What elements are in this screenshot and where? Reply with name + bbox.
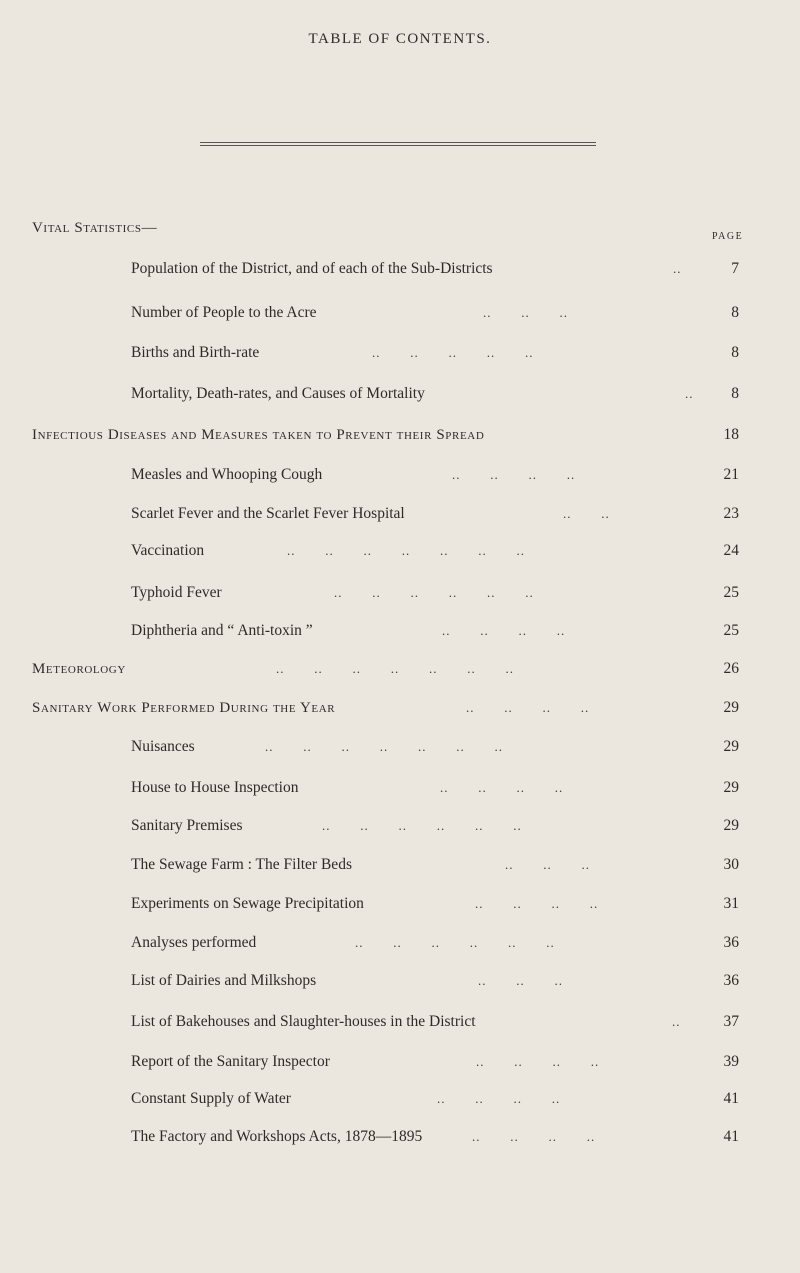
leader-dots: .. — [672, 1014, 681, 1029]
toc-entry-title: Scarlet Fever and the Scarlet Fever Hospital — [131, 505, 405, 522]
leader-dots: .. .. .. — [478, 973, 563, 988]
leader-dots: .. .. .. .. — [472, 1129, 596, 1144]
title-divider — [200, 142, 596, 146]
toc-page-number: 23 — [723, 505, 739, 522]
toc-entry-title: The Factory and Workshops Acts, 1878—1895 — [131, 1128, 423, 1145]
leader-dots: .. .. .. .. .. — [372, 345, 534, 360]
toc-entry-title: Diphtheria and “ Anti-toxin ” — [131, 622, 313, 639]
toc-entry — [0, 775, 800, 801]
toc-page-number: 36 — [723, 934, 739, 951]
toc-entry — [0, 538, 800, 564]
toc-page-number: 21 — [723, 466, 739, 483]
toc-page-number: 36 — [723, 972, 739, 989]
toc-page-number: 30 — [723, 856, 739, 873]
toc-entry-title: Sanitary Premises — [131, 817, 243, 834]
toc-page-number: 8 — [731, 385, 739, 402]
leader-dots: .. — [685, 386, 694, 401]
toc-entry — [0, 501, 800, 527]
leader-dots: .. .. .. .. — [476, 1054, 600, 1069]
toc-entry — [0, 891, 800, 917]
toc-entry-title: Population of the District, and of each of the Sub-Districts — [131, 260, 493, 277]
toc-entry — [0, 340, 800, 366]
toc-entry-title: Vaccination — [131, 542, 205, 559]
toc-entry-title: Experiments on Sewage Precipitation — [131, 895, 364, 912]
toc-entry — [0, 462, 800, 488]
toc-entry-title: Mortality, Death-rates, and Causes of Mortality — [131, 385, 425, 402]
toc-page-number: 24 — [723, 542, 739, 559]
toc-page-number: 37 — [723, 1013, 739, 1030]
toc-page-number: 29 — [723, 817, 739, 834]
toc-entry — [0, 1124, 800, 1150]
toc-section-heading — [0, 695, 800, 721]
toc-page-number: 18 — [723, 426, 739, 443]
toc-section-heading — [0, 422, 800, 448]
toc-entry-title: Nuisances — [131, 738, 195, 755]
leader-dots: .. — [673, 261, 682, 276]
leader-dots: .. .. .. .. — [442, 623, 566, 638]
toc-entry-title: List of Bakehouses and Slaughter-houses in the District — [131, 1013, 476, 1030]
toc-entry — [0, 300, 800, 326]
toc-entry-title: Analyses performed — [131, 934, 257, 951]
toc-entry — [0, 256, 800, 282]
leader-dots: .. .. .. .. — [452, 467, 576, 482]
page-column-label: PAGE — [712, 231, 744, 242]
leader-dots: .. .. .. .. — [475, 896, 599, 911]
leader-dots: .. .. .. .. .. .. — [322, 818, 522, 833]
toc-section-heading — [0, 656, 800, 682]
leader-dots: .. .. .. .. .. .. — [355, 935, 555, 950]
leader-dots: .. .. .. .. — [466, 700, 590, 715]
leader-dots: .. .. .. — [483, 305, 568, 320]
toc-page-number: 8 — [731, 344, 739, 361]
toc-entry — [0, 1049, 800, 1075]
toc-entry-title: Sanitary Work Performed During the Year — [32, 700, 336, 716]
toc-entry — [0, 734, 800, 760]
toc-entry-title: Number of People to the Acre — [131, 304, 317, 321]
toc-entry — [0, 930, 800, 956]
leader-dots: .. .. .. .. — [440, 780, 564, 795]
leader-dots: .. .. .. .. .. .. .. — [276, 661, 514, 676]
toc-page-number: 29 — [723, 699, 739, 716]
toc-entry — [0, 1009, 800, 1035]
toc-page-number: 29 — [723, 738, 739, 755]
toc-entry — [0, 1086, 800, 1112]
toc-page-number: 39 — [723, 1053, 739, 1070]
toc-entry-title: Births and Birth-rate — [131, 344, 260, 361]
toc-entry-title: Measles and Whooping Cough — [131, 466, 323, 483]
page-title: TABLE OF CONTENTS. — [308, 31, 492, 47]
toc-page-number: 25 — [723, 584, 739, 601]
toc-page-number: 25 — [723, 622, 739, 639]
toc-entry — [0, 580, 800, 606]
toc-page-number: 31 — [723, 895, 739, 912]
toc-page-number: 7 — [731, 260, 739, 277]
leader-dots: .. .. — [563, 506, 610, 521]
toc-page-number: 8 — [731, 304, 739, 321]
leader-dots: .. .. .. .. .. .. .. — [287, 543, 525, 558]
toc-section-heading — [0, 215, 800, 241]
toc-entry — [0, 618, 800, 644]
toc-entry-title: Report of the Sanitary Inspector — [131, 1053, 330, 1070]
leader-dots: .. .. .. .. .. .. — [334, 585, 534, 600]
toc-page-number: 41 — [723, 1128, 739, 1145]
toc-entry — [0, 968, 800, 994]
toc-entry-title: Typhoid Fever — [131, 584, 222, 601]
leader-dots: .. .. .. — [505, 857, 590, 872]
toc-entry-title: Infectious Diseases and Measures taken to Prevent their Spread — [32, 427, 485, 443]
leader-dots: .. .. .. .. — [437, 1091, 561, 1106]
toc-entry-title: Meteorology — [32, 661, 126, 677]
toc-entry-title: The Sewage Farm : The Filter Beds — [131, 856, 352, 873]
toc-entry — [0, 852, 800, 878]
toc-entry-title: List of Dairies and Milkshops — [131, 972, 317, 989]
toc-page-number: 41 — [723, 1090, 739, 1107]
toc-entry-title: House to House Inspection — [131, 779, 299, 796]
toc-entry — [0, 381, 800, 407]
toc-page-number: 26 — [723, 660, 739, 677]
toc-entry-title: Constant Supply of Water — [131, 1090, 291, 1107]
toc-page-number: 29 — [723, 779, 739, 796]
toc-entry — [0, 813, 800, 839]
leader-dots: .. .. .. .. .. .. .. — [265, 739, 503, 754]
toc-entry-title: Vital Statistics— — [32, 220, 158, 236]
